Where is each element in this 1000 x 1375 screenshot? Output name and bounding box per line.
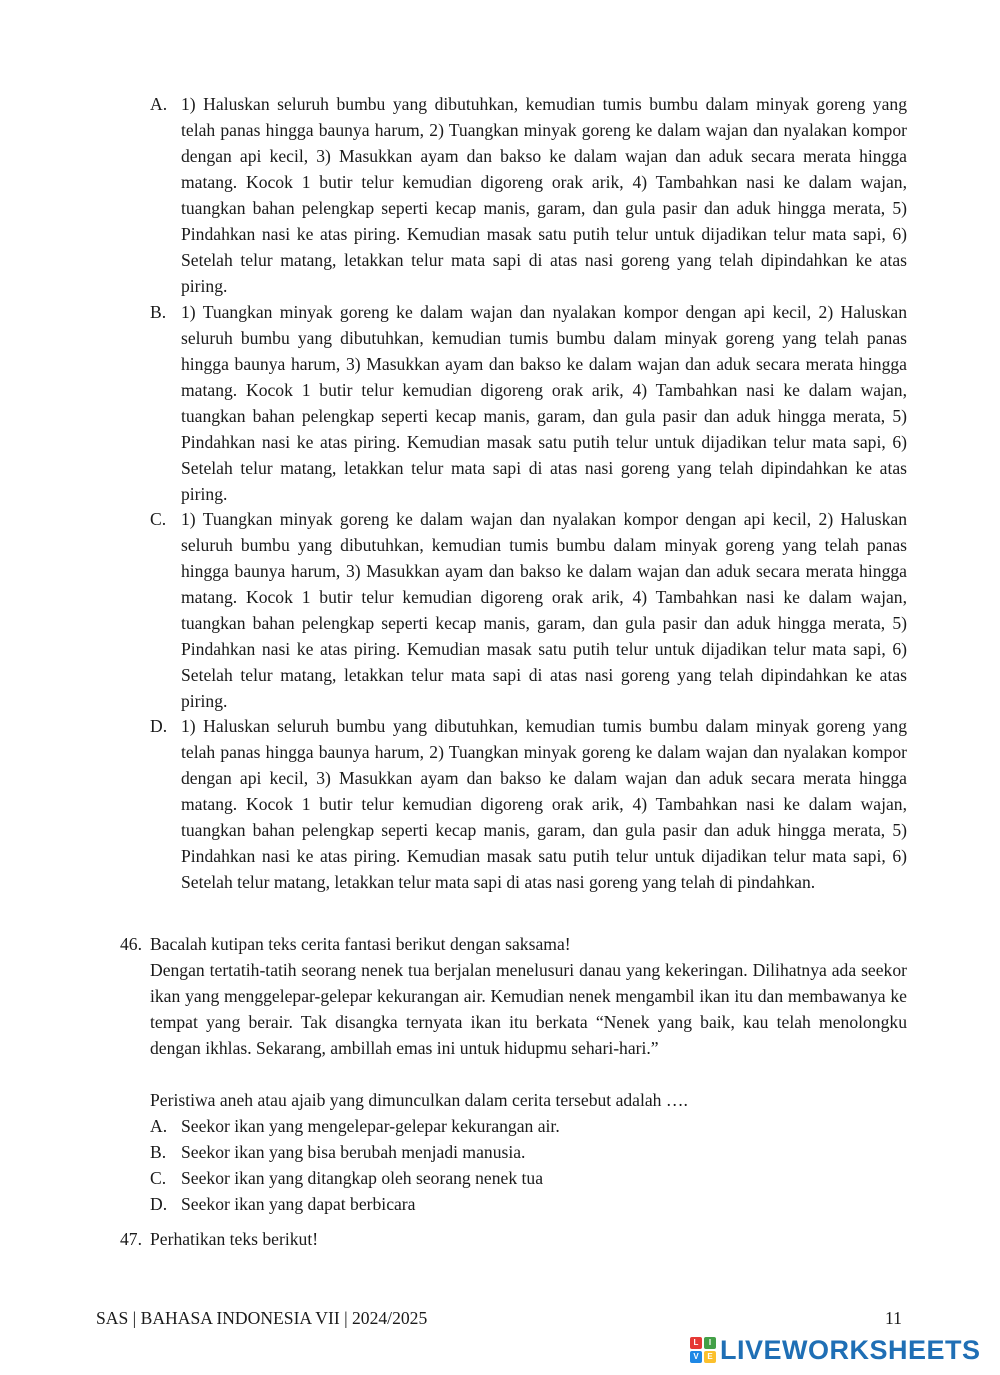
option-text: 1) Haluskan seluruh bumbu yang dibutuhkan, kemudian tumis bumbu dalam minyak goreng yang telah panas hingga baunya harum, 2) Tuangkan minyak goreng ke dalam wajan dan nyalakan kompor dengan api kecil, 3) Masukkan ayam dan bakso ke dalam wajan dan aduk secara merata hingga matang. Kocok 1 butir telur kemudian digoreng orak arik, 4) Tambahkan nasi ke dalam wajan, tuangkan bahan pelengkap seperti kecap manis, garam, dan gula pasir dan aduk hingga merata, 5) Pindahkan nasi ke atas piring. Kemudian masak satu putih telur untuk dijadikan telur mata sapi, 6) Setelah telur matang, letakkan telur mata sapi di atas nasi goreng yang telah dipindahkan ke atas piring. — [181, 94, 907, 296]
page-number: 11 — [885, 1308, 902, 1328]
question-prompt: Bacalah kutipan teks cerita fantasi berikut dengan saksama! — [150, 934, 571, 954]
option-text: Seekor ikan yang bisa berubah menjadi manusia. — [181, 1142, 526, 1162]
option-text: 1) Haluskan seluruh bumbu yang dibutuhkan, kemudian tumis bumbu dalam minyak goreng yang telah panas hingga baunya harum, 2) Tuangkan minyak goreng ke dalam wajan dan nyalakan kompor dengan api kecil, 3) Masukkan ayam dan bakso ke dalam wajan dan aduk secara merata hingga matang. Kocok 1 butir telur kemudian digoreng orak arik, 4) Tambahkan nasi ke dalam wajan, tuangkan bahan pelengkap seperti kecap manis, garam, dan gula pasir dan aduk hingga merata, 5) Pindahkan nasi ke atas piring. Kemudian masak satu putih telur untuk dijadikan telur mata sapi, 6) Setelah telur matang, letakkan telur mata sapi di atas nasi goreng yang telah di pindahkan. — [181, 716, 907, 892]
q46-option-d[interactable] — [150, 1191, 907, 1217]
q45-option-a[interactable] — [150, 91, 907, 299]
q46-option-a[interactable] — [150, 1113, 907, 1139]
footer-course-label: SAS | BAHASA INDONESIA VII | 2024/2025 — [96, 1308, 428, 1328]
option-text: Seekor ikan yang mengelepar-gelepar kekurangan air. — [181, 1116, 560, 1136]
question-text: Peristiwa aneh atau ajaib yang dimunculkan dalam cerita tersebut adalah …. — [150, 1090, 688, 1110]
logo-tile: I — [704, 1337, 716, 1349]
q46-option-c[interactable] — [150, 1165, 907, 1191]
logo-tile: V — [690, 1351, 702, 1363]
option-text: 1) Tuangkan minyak goreng ke dalam wajan dan nyalakan kompor dengan api kecil, 2) Haluskan seluruh bumbu yang dibutuhkan, kemudian tumis bumbu dalam minyak goreng yang telah panas hingga baunya harum, 3) Masukkan ayam dan bakso ke dalam wajan dan aduk secara merata hingga matang. Kocok 1 butir telur kemudian digoreng orak arik, 4) Tambahkan nasi ke dalam wajan, tuangkan bahan pelengkap seperti kecap manis, garam, dan gula pasir dan aduk hingga merata, 5) Pindahkan nasi ke atas piring. Kemudian masak satu putih telur untuk dijadikan telur mata sapi, 6) Setelah telur matang, letakkan telur mata sapi di atas nasi goreng yang telah dipindahkan ke atas piring. — [181, 509, 907, 711]
logo-tile: L — [690, 1337, 702, 1349]
option-letter: D. — [150, 716, 168, 736]
question-number: 46. — [120, 934, 142, 954]
option-letter: B. — [150, 302, 167, 322]
q45-option-d[interactable] — [150, 713, 907, 895]
question-prompt: Perhatikan teks berikut! — [150, 1229, 319, 1249]
q46-option-b[interactable] — [150, 1139, 907, 1165]
logo-wordmark: LIVEWORKSHEETS — [720, 1335, 981, 1365]
q45-option-c[interactable] — [150, 506, 907, 714]
option-letter: C. — [150, 509, 167, 529]
option-text: 1) Tuangkan minyak goreng ke dalam wajan dan nyalakan kompor dengan api kecil, 2) Haluskan seluruh bumbu yang dibutuhkan, kemudian tumis bumbu dalam minyak goreng yang telah panas hingga baunya harum, 3) Masukkan ayam dan bakso ke dalam wajan dan aduk secara merata hingga matang. Kocok 1 butir telur kemudian digoreng orak arik, 4) Tambahkan nasi ke dalam wajan, tuangkan bahan pelengkap seperti kecap manis, garam, dan gula pasir dan aduk hingga merata, 5) Pindahkan nasi ke atas piring. Kemudian masak satu putih telur untuk dijadikan telur mata sapi, 6) Setelah telur matang, letakkan telur mata sapi di atas nasi goreng yang telah dipindahkan ke atas piring. — [181, 302, 907, 504]
question-46 — [120, 931, 907, 957]
option-text: Seekor ikan yang ditangkap oleh seorang nenek tua — [181, 1168, 544, 1188]
story-passage: Dengan tertatih-tatih seorang nenek tua berjalan menelusuri danau yang kekeringan. Dilihatnya ada seekor ikan yang menggelepar-gelepar kekurangan air. Kemudian nenek mengambil ikan itu dan membawanya ke tempat yang berair. Tak disangka ternyata ikan itu berkata “Nenek yang baik, kau telah menolongku dengan ikhlas. Sekarang, ambillah emas ini untuk hidupmu sehari-hari.” — [150, 960, 907, 1058]
q45-option-b[interactable] — [150, 299, 907, 507]
question-number: 47. — [120, 1229, 142, 1249]
logo-grid-icon — [690, 1337, 716, 1363]
question-47 — [120, 1226, 907, 1252]
logo-tile: E — [704, 1351, 716, 1363]
option-letter: A. — [150, 94, 168, 114]
liveworksheets-logo[interactable] — [690, 1332, 990, 1368]
option-letter: A. — [150, 1116, 168, 1136]
option-letter: B. — [150, 1142, 167, 1162]
option-letter: D. — [150, 1194, 168, 1214]
option-letter: C. — [150, 1168, 167, 1188]
option-text: Seekor ikan yang dapat berbicara — [181, 1194, 416, 1214]
